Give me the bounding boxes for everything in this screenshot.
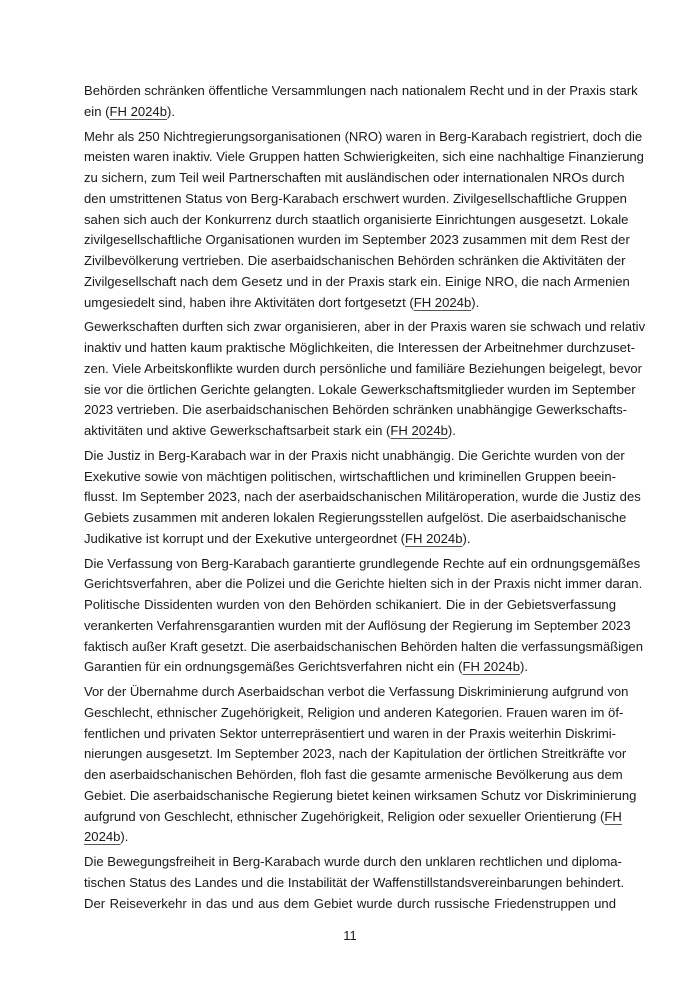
text-line: zu sichern, zum Teil weil Partnerschaften mit ausländischen oder internationalen NROs durch — [84, 170, 625, 185]
line-text: ). — [462, 530, 471, 546]
text-line: Zivilbevölkerung vertrieben. Die aserbaidschanischen Behörden schränken die Aktivitäten der — [84, 253, 626, 268]
text-line: flusst. Im September 2023, nach der aserbaidschanischen Militäroperation, wurde die Justiz des — [84, 489, 641, 505]
line-text: aktivitäten und aktive Gewerkschaftsarbeit stark ein ( — [84, 423, 391, 438]
text-line: Geschlecht, ethnischer Zugehörigkeit, Religion und anderen Kategorien. Frauen waren im öf- — [84, 704, 624, 720]
paragraph — [84, 682, 637, 848]
line-text: ). — [519, 659, 528, 675]
text-line: Mehr als 250 Nichtregierungsorganisationen (NRO) waren in Berg-Karabach registriert, doch die — [84, 128, 643, 144]
text-line: Die Bewegungsfreiheit in Berg-Karabach wurde durch den unklaren rechtlichen und diploma- — [84, 854, 622, 869]
text-line: Die Justiz in Berg-Karabach war in der Praxis nicht unabhängig. Die Gerichte wurden von der — [84, 447, 625, 463]
text-line — [84, 807, 622, 828]
text-line: Exekutive sowie von mächtigen politischen, wirtschaftlichen und kriminellen Gruppen beein- — [84, 468, 616, 484]
text-line: tischen Status des Landes und die Instabilität der Waffenstillstandsvereinbarungen behindert. — [84, 874, 625, 890]
text-line: den umstrittenen Status von Berg-Karabach erschwert wurden. Zivilgesellschaftliche Gruppen — [84, 190, 627, 206]
citation-link[interactable]: FH 2024b — [109, 103, 167, 119]
text-line: sie vor die örtlichen Gerichte gelangten. Lokale Gewerkschaftsmitglieder wurden im September — [84, 381, 636, 397]
paragraph — [84, 81, 638, 123]
page-number: 11 — [343, 928, 357, 943]
text-line: Politische Dissidenten wurden von den Behörden schikaniert. Die in der Gebietsverfassung — [84, 597, 616, 612]
text-line: Gewerkschaften durften sich zwar organisieren, aber in der Praxis waren sie schwach und relativ — [84, 319, 646, 335]
citation-link[interactable]: FH — [604, 808, 622, 824]
line-text: ). — [167, 103, 175, 119]
citation-link[interactable]: FH 2024b — [390, 423, 448, 438]
line-text: ). — [447, 423, 456, 438]
text-line: Gebiet. Die aserbaidschanische Regierung bietet keinen wirksamen Schutz vor Diskriminierung — [84, 787, 637, 803]
citation-link[interactable]: FH 2024b — [462, 659, 520, 675]
paragraph — [84, 852, 625, 914]
document-body — [84, 81, 646, 918]
citation-link[interactable]: 2024b — [84, 829, 121, 845]
line-text: aufgrund von Geschlecht, ethnischer Zugehörigkeit, Religion oder sexueller Orientierung ( — [84, 808, 605, 824]
text-line: Gerichtsverfahren, aber die Polizei und die Gerichte hielten sich in der Praxis nicht immer daran. — [84, 576, 643, 592]
text-line: Zivilgesellschaft nach dem Gesetz und in der Praxis stark ein. Einige NRO, die nach Armenien — [84, 273, 630, 289]
paragraph — [84, 127, 644, 314]
text-line: zivilgesellschaftliche Organisationen wurden im September 2023 zusammen mit dem Rest der — [84, 232, 630, 248]
line-text: ). — [120, 829, 129, 845]
text-line — [84, 102, 616, 123]
text-line: 2023 vertrieben. Die aserbaidschanischen Behörden schränken unabhängige Gewerkschafts- — [84, 402, 628, 418]
paragraph — [84, 554, 643, 679]
line-text: Judikative ist korrupt und der Exekutive untergeordnet ( — [84, 530, 405, 546]
text-line: den aserbaidschanischen Behörden, floh fast die gesamte armenische Bevölkerung aus dem — [84, 767, 623, 782]
line-text: ). — [471, 294, 480, 310]
text-line: Die Verfassung von Berg-Karabach garantierte grundlegende Rechte auf ein ordnungsgemäßes — [84, 555, 641, 571]
text-line: meisten waren inaktiv. Viele Gruppen hatten Schwierigkeiten, sich eine nachhaltige Finanzierung — [84, 149, 644, 165]
text-line: Der Reiseverkehr in das und aus dem Gebiet wurde durch russische Friedenstruppen und — [84, 895, 616, 911]
text-line — [84, 529, 616, 550]
line-text: Garantien für ein ordnungsgemäßes Gerichtsverfahren nicht ein ( — [84, 659, 463, 675]
citation-link[interactable]: FH 2024b — [413, 294, 472, 310]
paragraph — [84, 317, 646, 442]
text-line: verankerten Verfahrensgarantien wurden mit der Auflösung der Regierung im September 2023 — [84, 617, 631, 633]
line-text: ein ( — [84, 103, 110, 119]
text-line: zen. Viele Arbeitskonflikte wurden durch persönliche und familiäre Beziehungen beigelegt, bevor — [84, 360, 643, 376]
text-line: Behörden schränken öffentliche Versammlungen nach nationalem Recht und in der Praxis stark — [84, 83, 638, 98]
text-line — [84, 293, 616, 314]
text-line: Vor der Übernahme durch Aserbaidschan verbot die Verfassung Diskriminierung aufgrund von — [84, 684, 629, 699]
text-line — [84, 827, 616, 848]
text-line: sahen sich auch der Konkurrenz durch staatlich organisierte Einrichtungen ausgesetzt. Lokale — [84, 211, 629, 227]
line-text: umgesiedelt sind, haben ihre Aktivitäten dort fortgesetzt ( — [84, 294, 414, 310]
paragraph — [84, 446, 641, 550]
citation-link[interactable]: FH 2024b — [404, 530, 463, 546]
text-line: fentlichen und privaten Sektor unterrepräsentiert und waren in der Praxis weiterhin Diskrimi- — [84, 725, 616, 741]
text-line: Gebiets zusammen mit anderen lokalen Regierungsstellen aufgelöst. Die aserbaidschanische — [84, 510, 627, 525]
text-line — [84, 421, 616, 442]
text-line — [84, 657, 616, 678]
text-line: nierungen ausgesetzt. Im September 2023, nach der Kapitulation der örtlichen Streitkräfte vor — [84, 746, 627, 762]
text-line: faktisch außer Kraft gesetzt. Die aserbaidschanischen Behörden halten die verfassungsmäßigen — [84, 638, 643, 654]
text-line: inaktiv und hatten kaum praktische Möglichkeiten, die Interessen der Arbeitnehmer durchzuset- — [84, 340, 635, 355]
